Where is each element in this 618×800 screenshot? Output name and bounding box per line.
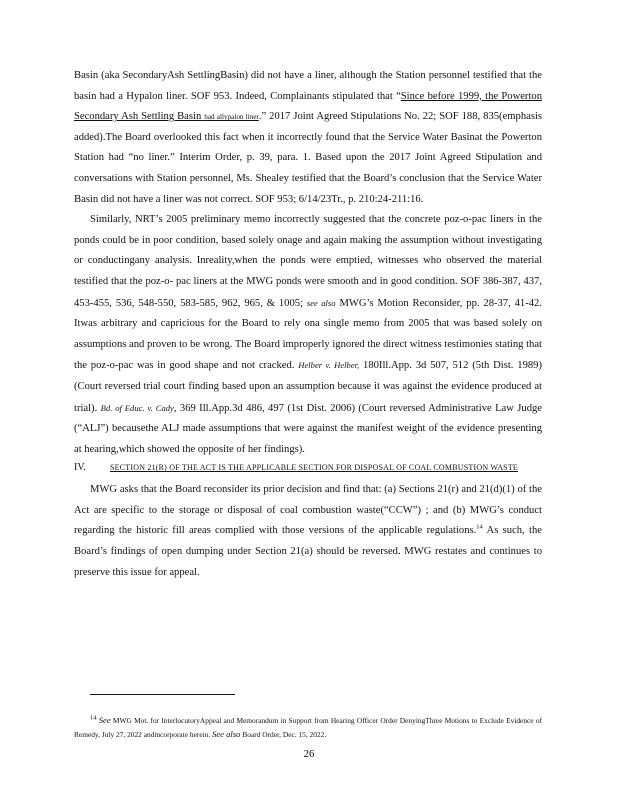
section-title: SECTION 21(R) OF THE ACT IS THE APPLICABLE SECTION FOR DISPOSAL OF COAL COMBUSTION WASTE: [110, 463, 519, 473]
case-citation-cady: Bd. of Educ. v. Cady: [100, 402, 174, 413]
footnote: [74, 714, 542, 741]
paragraph-text: MWG asks that the Board reconsider its prior decision and find that: (a) Sections 21(r) and 21(d)(1) of the Act are specific to the storage or disposal of coal combustion waste(“CCW”) ; and (b) MWG’s conduct regarding the historic fill areas complied with those versions of the applicable regulations.: [74, 484, 542, 537]
paragraph-text: MWG’s Motion Reconsider, pp. 28-37, 41-42. Itwas arbitrary and capricious for the Board to rely ona single memo from 2005 that was based solely on assumptions and proven to be wrong. The Board improperly ignored the direct witness testimonies stating that the poz-o-pac was in good shape and not cracked.: [74, 297, 542, 372]
signal-see: See: [98, 715, 111, 726]
case-citation-helber: Helber v. Helber,: [298, 360, 360, 371]
body-text: [74, 66, 542, 583]
stipulation-quote: Since before 1999, the Powerton Secondary Ash Settling Basin: [74, 90, 542, 123]
paragraph-nrt-memo: [74, 210, 542, 460]
footnote-divider: [90, 694, 235, 695]
paragraph-text: 180Ill.App. 3d 507, 512 (5th Dist. 1989) (Court reversed trial court finding based upon an assumption because it was against the evidence produced at trial).: [74, 360, 543, 414]
paragraph-text: .” 2017 Joint Agreed Stipulations No. 22; SOF 188, 835(emphasis added).The Board overlooked this fact when it incorrectly found that the Service Water Basinat the Powerton Station had “no liner.” Interim Order, p. 39, para. 1. Based upon the 2017 Joint Agreed Stipulation and conversations with Station personnel, Ms. Shealey testified that the Board’s conclusion that the Service Water Basin did not have a liner was not correct. SOF 953; 6/14/23Tr., p. 210:24-211:16.: [74, 111, 543, 205]
paragraph-text: Basin (aka SecondaryAsh SettlingBasin) did not have a liner, although the Station personnel testified that the basin had a Hypalon liner. SOF 953. Indeed, Complainants stipulated that “: [74, 70, 542, 102]
paragraph-text: As such, the Board’s findings of open dumping under Section 21(a) should be reversed. MWG restates and continues to preserve this issue for appeal.: [74, 525, 542, 578]
footnote-text: Board Order, Dec. 15, 2022.: [240, 729, 327, 739]
stipulation-quote-small: had allypalon liner: [204, 113, 259, 122]
signal-see-also: See also: [212, 728, 241, 739]
footnote-number: 14: [90, 714, 97, 722]
paragraph-text: Similarly, NRT’s 2005 preliminary memo incorrectly suggested that the concrete poz-o-pac liners in the ponds could be in poor condition, based solely onage and again making the assumption without investigating or conductingany analysis. Inreality,when the ponds were emptied, witnesses who observed the material testified that the poz-o- pac liners at the MWG ponds were smooth and in good condition. SOF 386-387, 437, 453-455, 536, 548-550, 583-585, 962, 965, & 1005;: [74, 214, 542, 309]
paragraph-reconsider: [74, 480, 542, 583]
footnote-reference[interactable]: 14: [476, 523, 483, 531]
footnote-text: MWG Mot. for InterlocutoryAppeal and Memorandum in Support from Hearing Officer Order DenyingThree Motions to Exclude Evidence of Remedy, July 27, 2022 andincorporate herein.: [74, 716, 542, 739]
signal-see-also: see also: [306, 297, 336, 308]
paragraph-text: , 369 Ill.App.3d 486, 497 (1st Dist. 2006) (Court reversed Administrative Law Judge (“ALJ”) becausethe ALJ made assumptions that were against the manifest weight of the evidence presenting at hearing,which showed the opposite of her findings).: [74, 402, 543, 455]
section-heading: [74, 460, 542, 480]
page-number: 26: [303, 748, 315, 760]
paragraph-liner-stipulation: [74, 66, 542, 210]
section-number: IV.: [74, 462, 86, 474]
